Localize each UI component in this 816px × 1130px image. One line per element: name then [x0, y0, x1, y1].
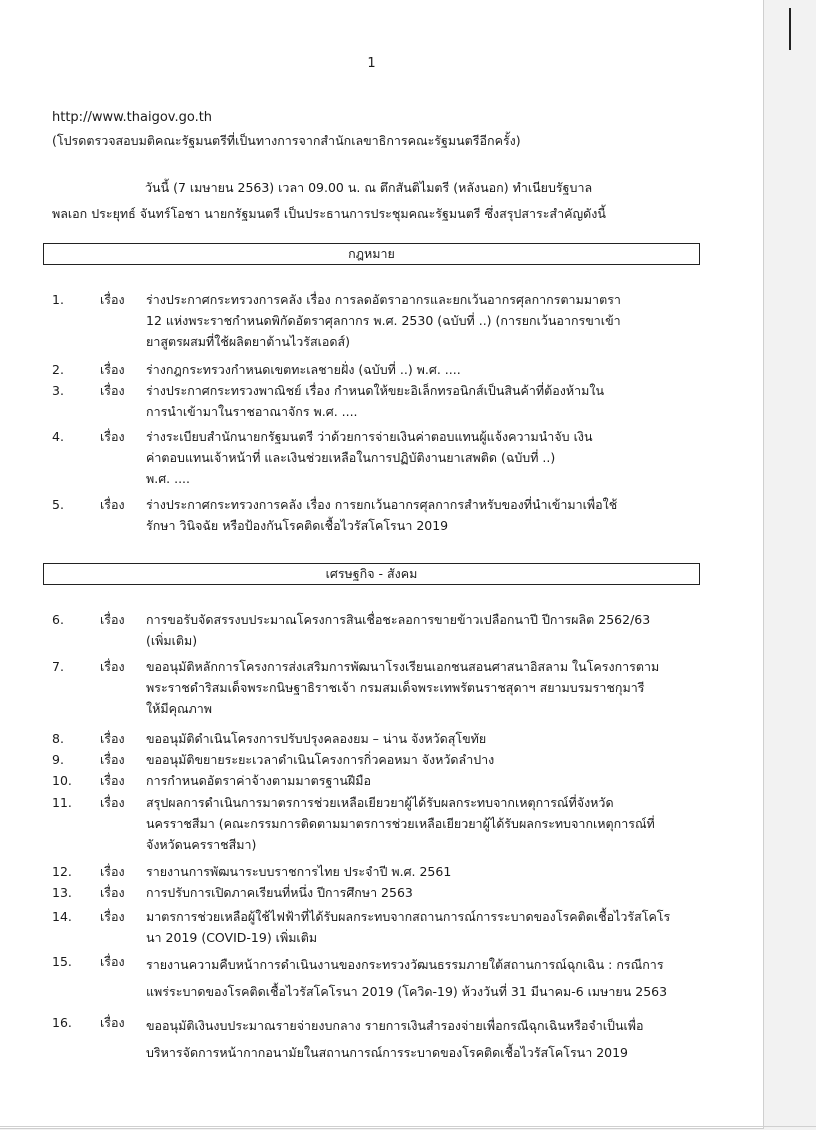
item-text-line: ค่าตอบแทนเจ้าหน้าที่ และเงินช่วยเหลือในการปฏิบัติงานยาเสพติด (ฉบับที่ ..)	[146, 450, 556, 465]
item-keyword: เรื่อง	[100, 885, 125, 900]
item-text-line: สรุปผลการดำเนินการมาตรการช่วยเหลือเยียวยาผู้ได้รับผลกระทบจากเหตุการณ์ที่จังหวัด	[146, 795, 614, 810]
item-text	[146, 289, 696, 352]
item-number: 16.	[52, 1015, 72, 1030]
item-keyword: เรื่อง	[100, 429, 125, 444]
item-number: 14.	[52, 909, 72, 924]
intro-line-2: พลเอก ประยุทธ์ จันทร์โอชา นายกรัฐมนตรี เป็นประธานการประชุมคณะรัฐมนตรี ซึ่งสรุปสาระสำคัญดังนี้	[52, 206, 606, 221]
item-number: 2.	[52, 362, 64, 377]
item-text-line: นครราชสีมา (คณะกรรมการติดตามมาตรการช่วยเหลือเยียวยาผู้ได้รับผลกระทบจากเหตุการณ์ที่	[146, 816, 655, 831]
item-keyword: เรื่อง	[100, 731, 125, 746]
item-keyword: เรื่อง	[100, 864, 125, 879]
item-keyword: เรื่อง	[100, 292, 125, 307]
item-number: 4.	[52, 429, 64, 444]
item-text	[146, 1012, 696, 1066]
item-text-line: รักษา วินิจฉัย หรือป้องกันโรคติดเชื้อไวรัสโคโรนา 2019	[146, 518, 449, 533]
item-text-line: นา 2019 (COVID-19) เพิ่มเติม	[146, 930, 318, 945]
item-text-line: ขออนุมัติหลักการโครงการส่งเสริมการพัฒนาโรงเรียนเอกชนสอนศาสนาอิสลาม ในโครงการตาม	[146, 659, 660, 674]
item-number: 10.	[52, 773, 72, 788]
item-text-line: แพร่ระบาดของโรคติดเชื้อไวรัสโคโรนา 2019 (โควิด-19) ห้วงวันที่ 31 มีนาคม-6 เมษายน 2563	[146, 984, 668, 999]
item-text-line: บริหารจัดการหน้ากากอนามัยในสถานการณ์การระบาดของโรคติดเชื้อไวรัสโคโรนา 2019	[146, 1045, 629, 1060]
section-header: กฎหมาย	[43, 243, 700, 265]
item-keyword: เรื่อง	[100, 752, 125, 767]
item-text-line: ให้มีคุณภาพ	[146, 701, 213, 716]
item-number: 3.	[52, 383, 64, 398]
item-text	[146, 906, 696, 948]
item-text-line: รายงานความคืบหน้าการดำเนินงานของกระทรวงวัฒนธรรมภายใต้สถานการณ์ฉุกเฉิน : กรณีการ	[146, 957, 664, 972]
item-text	[146, 426, 696, 489]
item-text-line: (เพิ่มเติม)	[146, 633, 198, 648]
item-text-line: ขออนุมัติดำเนินโครงการปรับปรุงคลองยม – น่าน จังหวัดสุโขทัย	[146, 731, 487, 746]
item-text-line: การปรับการเปิดภาคเรียนที่หนึ่ง ปีการศึกษา 2563	[146, 885, 413, 900]
item-text	[146, 861, 696, 882]
item-text-line: จังหวัดนครราชสีมา)	[146, 837, 257, 852]
page-bottom-divider	[0, 1126, 816, 1127]
item-number: 7.	[52, 659, 64, 674]
verification-note: (โปรดตรวจสอบมติคณะรัฐมนตรีที่เป็นทางการจากสำนักเลขาธิการคณะรัฐมนตรีอีกครั้ง)	[52, 133, 521, 148]
item-number: 15.	[52, 954, 72, 969]
item-text-line: ร่างระเบียบสำนักนายกรัฐมนตรี ว่าด้วยการจ่ายเงินค่าตอบแทนผู้แจ้งความนำจับ เงิน	[146, 429, 593, 444]
item-text	[146, 609, 696, 651]
item-text	[146, 792, 696, 855]
item-text	[146, 494, 696, 536]
item-text	[146, 882, 696, 903]
intro-line-1: วันนี้ (7 เมษายน 2563) เวลา 09.00 น. ณ ตึกสันติไมตรี (หลังนอก) ทำเนียบรัฐบาล	[145, 180, 593, 195]
section-header: เศรษฐกิจ - สังคม	[43, 563, 700, 585]
item-text-line: การนำเข้ามาในราชอาณาจักร พ.ศ. ....	[146, 404, 358, 419]
text-cursor	[789, 8, 791, 50]
item-text-line: 12 แห่งพระราชกำหนดพิกัดอัตราศุลกากร พ.ศ. 2530 (ฉบับที่ ..) (การยกเว้นอากรขาเข้า	[146, 313, 621, 328]
item-number: 12.	[52, 864, 72, 879]
item-text-line: ร่างประกาศกระทรวงการคลัง เรื่อง การลดอัตราอากรและยกเว้นอากรศุลกากรตามมาตรา	[146, 292, 621, 307]
item-text-line: ร่างกฎกระทรวงกำหนดเขตทะเลชายฝั่ง (ฉบับที่ ..) พ.ศ. ....	[146, 362, 461, 377]
item-text-line: การขอรับจัดสรรงบประมาณโครงการสินเชื่อชะลอการขายข้าวเปลือกนาปี ปีการผลิต 2562/63	[146, 612, 651, 627]
item-text	[146, 770, 696, 791]
item-text-line: ร่างประกาศกระทรวงพาณิชย์ เรื่อง กำหนดให้ขยะอิเล็กทรอนิกส์เป็นสินค้าที่ต้องห้ามใน	[146, 383, 605, 398]
item-number: 1.	[52, 292, 64, 307]
page-number: 1	[367, 56, 376, 71]
item-keyword: เรื่อง	[100, 659, 125, 674]
item-keyword: เรื่อง	[100, 383, 125, 398]
item-text	[146, 728, 696, 749]
item-keyword: เรื่อง	[100, 773, 125, 788]
item-keyword: เรื่อง	[100, 497, 125, 512]
item-number: 9.	[52, 752, 64, 767]
item-keyword: เรื่อง	[100, 1015, 125, 1030]
item-keyword: เรื่อง	[100, 954, 125, 969]
item-keyword: เรื่อง	[100, 362, 125, 377]
item-text-line: การกำหนดอัตราค่าจ้างตามมาตรฐานฝีมือ	[146, 773, 371, 788]
item-text-line: รายงานการพัฒนาระบบราชการไทย ประจำปี พ.ศ. 2561	[146, 864, 452, 879]
item-text	[146, 951, 696, 1005]
item-number: 5.	[52, 497, 64, 512]
item-keyword: เรื่อง	[100, 909, 125, 924]
item-text	[146, 749, 696, 770]
item-keyword: เรื่อง	[100, 795, 125, 810]
item-text-line: พระราชดำริสมเด็จพระกนิษฐาธิราชเจ้า กรมสมเด็จพระเทพรัตนราชสุดาฯ สยามบรมราชกุมารี	[146, 680, 645, 695]
item-text	[146, 380, 696, 422]
item-number: 11.	[52, 795, 72, 810]
item-number: 6.	[52, 612, 64, 627]
item-text-line: ขออนุมัติขยายระยะเวลาดำเนินโครงการกิ่วคอหมา จังหวัดลำปาง	[146, 752, 495, 767]
item-text	[146, 359, 696, 380]
item-number: 8.	[52, 731, 64, 746]
item-number: 13.	[52, 885, 72, 900]
source-url: http://www.thaigov.go.th	[52, 110, 213, 125]
item-keyword: เรื่อง	[100, 612, 125, 627]
item-text-line: พ.ศ. ....	[146, 471, 190, 486]
item-text-line: ยาสูตรผสมที่ใช้ผลิตยาต้านไวรัสเอดส์)	[146, 334, 351, 349]
item-text-line: ขออนุมัติเงินงบประมาณรายจ่ายงบกลาง รายการเงินสำรองจ่ายเพื่อกรณีฉุกเฉินหรือจำเป็นเพื่อ	[146, 1018, 644, 1033]
item-text	[146, 656, 696, 719]
item-text-line: มาตรการช่วยเหลือผู้ใช้ไฟฟ้าที่ได้รับผลกระทบจากสถานการณ์การระบาดของโรคติดเชื้อไวรัสโคโร	[146, 909, 671, 924]
item-text-line: ร่างประกาศกระทรวงการคลัง เรื่อง การยกเว้นอากรศุลกากรสำหรับของที่นำเข้ามาเพื่อใช้	[146, 497, 618, 512]
